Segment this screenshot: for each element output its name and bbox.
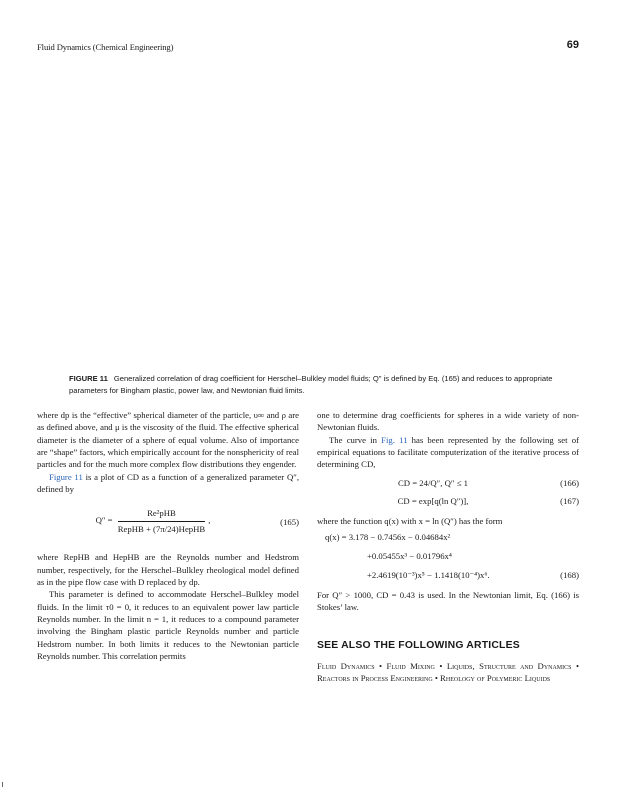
figure-link[interactable]: Figure 11 xyxy=(49,471,83,482)
figure-area xyxy=(37,62,581,362)
left-column xyxy=(37,409,299,663)
equation-number: (167) xyxy=(560,495,579,506)
equation-167: CD = exp[q(ln Q″)], (167) xyxy=(397,495,579,506)
equation-166: CD = 24/Q″, Q″ ≤ 1 (166) xyxy=(398,477,579,488)
eq-lhs: Q″ = xyxy=(95,515,113,526)
eq-denominator: RepHB + (7π/24)HepHB xyxy=(117,523,206,534)
eq-fraction xyxy=(118,507,205,535)
figure-caption xyxy=(69,373,581,396)
figure-label: FIGURE 11 xyxy=(69,374,108,383)
paragraph: where RepHB and HepHB are the Reynolds number and Hedstrom number, respectively, for the Herschel–Bulkley rheological model defined as in the pipe flow case with D replaced by dp. xyxy=(37,552,299,588)
section-heading: SEE ALSO THE FOLLOWING ARTICLES xyxy=(317,639,520,651)
edge-mark xyxy=(2,782,3,787)
see-also-list: Fluid Dynamics • Fluid Mixing • Liquids, Structure and Dynamics • Reactors in Process Engineering • Rheology of Polymeric Liquids xyxy=(317,661,579,684)
figure-link[interactable]: Fig. 11 xyxy=(381,434,408,445)
eq-numerator: Re²pHB xyxy=(118,507,205,521)
page-number: 69 xyxy=(566,39,579,51)
paragraph: where the function q(x) with x = ln (Q″) has the form xyxy=(317,515,503,526)
equation-number: (168) xyxy=(560,570,579,581)
paragraph: This parameter is defined to accommodate Herschel–Bulkley model fluids. In the limit τ0 = 0, it reduces to an equivalent power law particle Reynolds number. In the limit n = 1, it reduces to a compound parameter involving the Bingham plastic particle Reynolds number and particle Hedstrom number. In both limits it reduces to the Newtonian particle Reynolds number. This correlation permits xyxy=(37,589,299,662)
paragraph: For Q″ > 1000, CD = 0.43 is used. In the Newtonian limit, Eq. (166) is Stokes’ law. xyxy=(317,590,579,613)
caption-text: Generalized correlation of drag coefficient for Herschel–Bulkley model fluids; Q" is defined by Eq. (165) and reduces to appropriate parameters for Bingham plastic, power law, and Newtonian fluid limits. xyxy=(69,374,553,395)
equation-number: (165) xyxy=(280,517,299,528)
right-column xyxy=(317,409,579,685)
paragraph: Figure 11 is a plot of CD as a function of a generalized parameter Q″, defined by xyxy=(37,471,300,495)
equation-number: (166) xyxy=(560,477,579,488)
paragraph: where dp is the “effective” spherical diameter of the particle, υ∞ and ρ are as defined above, and μ is the viscosity of the fluid. The effective spherical diameter is the diameter of a sphere of equal volume. Also of importance are “shape” factors, which empirically account for the nonsphericity of real particles and for the much more complex flow distributions they engender. xyxy=(37,410,299,470)
equation-168: q(x) = 3.178 − 0.7456x − 0.04684x² +0.05455x³ − 0.01796x⁴ +2.4619(10⁻³)x⁵ − 1.1418(10⁻⁴)x⁶. (168) xyxy=(325,532,579,581)
paragraph: one to determine drag coefficients for spheres in a wide variety of non-Newtonian fluids. xyxy=(317,410,579,433)
paragraph: The curve in Fig. 11 has been represented by the following set of empirical equations to facilitate computerization of the iterative process of determining CD, xyxy=(317,434,579,470)
running-head: Fluid Dynamics (Chemical Engineering) xyxy=(37,42,174,52)
equation-165: Q″ = $\frac{\text{Re²pHB}}{\text{RepHB + (7π/24)HepHB}}$ , (165) xyxy=(95,508,299,534)
